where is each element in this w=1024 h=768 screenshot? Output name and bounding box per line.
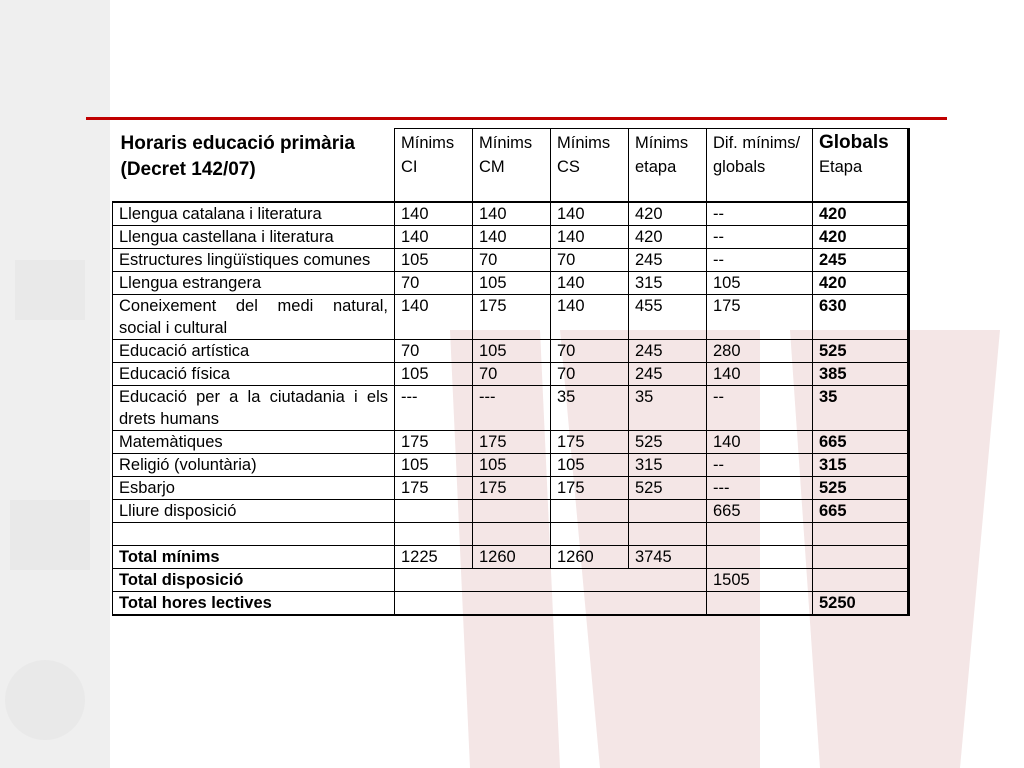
cell-minims-cm: 105 [473,453,551,476]
total-lectives-label: Total hores lectives [113,591,395,615]
cell-minims-etapa: 245 [629,248,707,271]
cell-minims-cm: 175 [473,476,551,499]
cell-minims-ci: 140 [395,225,473,248]
cell-global: 665 [813,499,909,522]
cell-global: 525 [813,476,909,499]
cell-minims-cm: 140 [473,225,551,248]
subject-row [113,202,909,226]
cell-minims-etapa: 35 [629,385,707,430]
cell-minims-cm: 175 [473,430,551,453]
subject-name: Educació artística [113,339,395,362]
subject-name: Llengua estrangera [113,271,395,294]
cell-dif: 665 [707,499,813,522]
header-minims-etapa: Mínims etapa [629,129,707,202]
cell-minims-cm: 70 [473,248,551,271]
cell-dif: 140 [707,430,813,453]
cell-minims-ci: 175 [395,476,473,499]
cell-dif: 105 [707,271,813,294]
cell-dif: 140 [707,362,813,385]
cell-dif: -- [707,225,813,248]
total-minims-etapa: 3745 [629,545,707,568]
cell-minims-ci: 140 [395,202,473,226]
subject-name: Esbarjo [113,476,395,499]
subject-name: Lliure disposició [113,499,395,522]
cell-dif: -- [707,248,813,271]
cell-dif: --- [707,476,813,499]
cell-global: 315 [813,453,909,476]
cell-minims-cs: 140 [551,294,629,339]
cell-minims-cm [473,499,551,522]
subject-name: Matemàtiques [113,430,395,453]
subject-name: Educació per a la ciutadania i els drets humans [113,385,395,430]
total-disposicio-dif: 1505 [707,568,813,591]
cell-minims-ci: 105 [395,362,473,385]
total-lectives-global: 5250 [813,591,909,615]
cell-dif: 175 [707,294,813,339]
cell-minims-etapa: 525 [629,430,707,453]
header-globals-line1: Globals [819,132,889,153]
cell-global: 420 [813,225,909,248]
top-accent-rule [86,117,947,120]
cell-global: 420 [813,271,909,294]
cell-global: 420 [813,202,909,226]
subject-row [113,499,909,522]
cell-global: 665 [813,430,909,453]
cell-minims-etapa: 315 [629,271,707,294]
cell-minims-etapa [629,499,707,522]
subject-name: Llengua catalana i literatura [113,202,395,226]
cell-minims-etapa: 420 [629,202,707,226]
subject-row [113,362,909,385]
subject-name: Llengua castellana i literatura [113,225,395,248]
header-minims-cm: Mínims CM [473,129,551,202]
cell-dif: 280 [707,339,813,362]
cell-minims-ci: 70 [395,339,473,362]
subject-name: Coneixement del medi natural, social i cultural [113,294,395,339]
total-minims-label: Total mínims [113,545,395,568]
header-minims-cs: Mínims CS [551,129,629,202]
cell-minims-etapa: 315 [629,453,707,476]
cell-minims-etapa: 420 [629,225,707,248]
cell-minims-cs: 70 [551,339,629,362]
cell-minims-cs: 70 [551,248,629,271]
cell-minims-cm: 105 [473,271,551,294]
table-title: Horaris educació primària (Decret 142/07) [113,129,395,202]
header-row [113,129,909,202]
cell-minims-ci: --- [395,385,473,430]
cell-minims-cm: 70 [473,362,551,385]
cell-dif: -- [707,385,813,430]
empty-row [113,522,909,545]
cell-global: 385 [813,362,909,385]
cell-minims-cs: 140 [551,202,629,226]
cell-minims-cs [551,499,629,522]
subject-row [113,248,909,271]
cell-minims-etapa: 525 [629,476,707,499]
total-minims-cs: 1260 [551,545,629,568]
cell-minims-cs: 140 [551,225,629,248]
total-disposicio-label: Total disposició [113,568,395,591]
cell-minims-cm: 175 [473,294,551,339]
timetable [112,128,910,616]
subject-row [113,271,909,294]
subject-row [113,476,909,499]
total-minims-cm: 1260 [473,545,551,568]
cell-minims-ci: 105 [395,248,473,271]
cell-global: 245 [813,248,909,271]
cell-minims-cs: 105 [551,453,629,476]
cell-minims-cs: 175 [551,476,629,499]
subject-row [113,430,909,453]
cell-minims-cm: 140 [473,202,551,226]
subject-row [113,453,909,476]
cell-minims-etapa: 245 [629,362,707,385]
subject-name: Estructures lingüïstiques comunes [113,248,395,271]
cell-minims-ci [395,499,473,522]
cell-global: 630 [813,294,909,339]
cell-global: 525 [813,339,909,362]
header-minims-ci: Mínims CI [395,129,473,202]
subject-name: Religió (voluntària) [113,453,395,476]
cell-dif: -- [707,202,813,226]
total-minims-ci: 1225 [395,545,473,568]
subject-row [113,225,909,248]
total-lectives-row [113,591,909,615]
cell-global: 35 [813,385,909,430]
cell-minims-cs: 70 [551,362,629,385]
cell-minims-cs: 140 [551,271,629,294]
cell-minims-ci: 140 [395,294,473,339]
cell-minims-etapa: 455 [629,294,707,339]
subject-name: Educació física [113,362,395,385]
cell-minims-ci: 105 [395,453,473,476]
cell-minims-cm: 105 [473,339,551,362]
cell-minims-cs: 175 [551,430,629,453]
cell-dif: -- [707,453,813,476]
subject-row [113,385,909,430]
subject-row [113,339,909,362]
cell-minims-ci: 175 [395,430,473,453]
header-globals [813,129,909,202]
cell-minims-etapa: 245 [629,339,707,362]
header-dif: Dif. mínims/ globals [707,129,813,202]
header-globals-line2: Etapa [819,158,863,176]
cell-minims-cm: --- [473,385,551,430]
total-minims-row [113,545,909,568]
total-disposicio-row [113,568,909,591]
subject-row [113,294,909,339]
cell-minims-cs: 35 [551,385,629,430]
cell-minims-ci: 70 [395,271,473,294]
